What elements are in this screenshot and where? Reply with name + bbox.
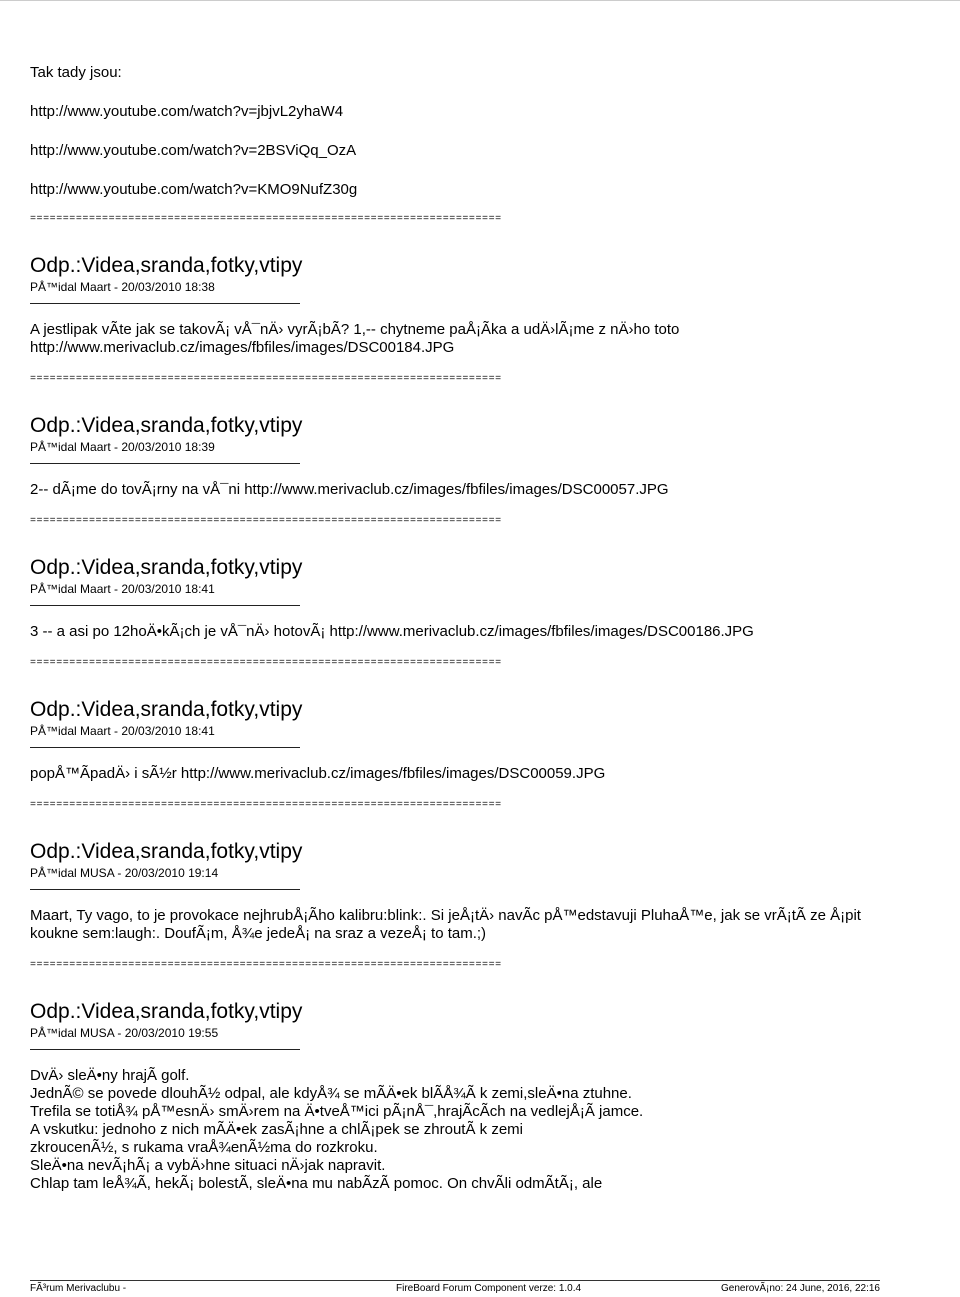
post-title: Odp.:Videa,sranda,fotky,vtipy <box>30 840 303 863</box>
post-body-line: Chlap tam leÅ¾Ã, hekÃ¡ bolestÃ, sleÄ•na mu nabÃzÃ pomoc. On chvÃli odmÃtÃ¡, ale <box>30 1175 603 1192</box>
post-divider <box>30 747 300 748</box>
post-title: Odp.:Videa,sranda,fotky,vtipy <box>30 556 303 579</box>
post-separator: ======================================================================== <box>30 214 502 225</box>
post-body-line: A jestlipak vÃte jak se takovÃ¡ vÅ¯nÄ› vyrÃ¡bÃ? 1,-- chytneme paÅ¡Ãka a udÄ›lÃ¡me z nÄ›ho toto <box>30 321 680 338</box>
post-body-line: Maart, Ty vago, to je provokace nejhrubÅ¡Ãho kalibru:blink:. Si jeÅ¡tÄ› navÃc pÅ™edstavuji PluhaÅ™e, jak se vrÃ¡tÃ ze Å¡pit <box>30 907 861 924</box>
post-body <box>30 765 960 783</box>
post-divider <box>30 605 300 606</box>
post-body-line: DvÄ› sleÄ•ny hrajÃ golf. <box>30 1067 190 1084</box>
post-body-line: JednÃ© se povede dlouhÃ½ odpal, ale kdyÅ¾ se mÃÄ•ek blÃÅ¾Ã k zemi,sleÄ•na ztuhne. <box>30 1085 632 1102</box>
post-divider <box>30 303 300 304</box>
post-separator: ======================================================================== <box>30 374 502 385</box>
footer-generated-date: GenerovÃ¡no: 24 June, 2016, 22:16 <box>720 1283 880 1294</box>
post-author-date: PÅ™idal Maart - 20/03/2010 18:41 <box>30 724 215 738</box>
forum-post-5 <box>30 840 960 943</box>
post-separator: ======================================================================== <box>30 800 502 811</box>
post-body <box>30 321 960 357</box>
post-author-date: PÅ™idal Maart - 20/03/2010 18:38 <box>30 280 215 294</box>
forum-post-2 <box>30 414 960 499</box>
footer-component-version: FireBoard Forum Component verze: 1.0.4 <box>396 1283 582 1294</box>
post-body-line: 2-- dÃ¡me do tovÃ¡rny na vÅ¯ni http://www.merivaclub.cz/images/fbfiles/images/DSC00057.JPG <box>30 481 669 498</box>
forum-post-1 <box>30 254 960 357</box>
post-body <box>30 907 960 943</box>
post-author-date: PÅ™idal Maart - 20/03/2010 18:41 <box>30 582 215 596</box>
post-author-date: PÅ™idal MUSA - 20/03/2010 19:14 <box>30 866 219 880</box>
post-title: Odp.:Videa,sranda,fotky,vtipy <box>30 698 303 721</box>
forum-post-3 <box>30 556 960 641</box>
post-body-line: Trefila se totiÅ¾ pÅ™esnÄ› smÄ›rem na Ä•tveÅ™ici pÃ¡nÅ¯,hrajÃcÃch na vedlejÅ¡Ã jamce. <box>30 1103 644 1120</box>
post-title: Odp.:Videa,sranda,fotky,vtipy <box>30 1000 303 1023</box>
post-body <box>30 623 960 641</box>
post-body-line: zkroucenÃ½, s rukama vraÅ¾enÃ½ma do rozkroku. <box>30 1139 378 1156</box>
page-footer <box>30 1280 880 1297</box>
forum-export-page <box>30 64 960 1193</box>
post-body-line: SleÄ•na nevÃ¡hÃ¡ a vybÄ›hne situaci nÄ›jak napravit. <box>30 1157 386 1174</box>
post-divider <box>30 1049 300 1050</box>
post-body <box>30 1067 960 1193</box>
post-separator: ======================================================================== <box>30 658 502 669</box>
post-author-date: PÅ™idal MUSA - 20/03/2010 19:55 <box>30 1026 219 1040</box>
post-title: Odp.:Videa,sranda,fotky,vtipy <box>30 414 303 437</box>
footer-forum-name: FÃ³rum Merivaclubu - <box>30 1283 127 1294</box>
post-separator: ======================================================================== <box>30 960 502 971</box>
post-title: Odp.:Videa,sranda,fotky,vtipy <box>30 254 303 277</box>
post-body-link[interactable]: http://www.merivaclub.cz/images/fbfiles/images/DSC00184.JPG <box>30 339 455 356</box>
post-divider <box>30 463 300 464</box>
post-body-line: koukne sem:laugh:. DoufÃ¡m, Å¾e jedeÅ¡ na sraz a vezeÅ¡ to tam.;) <box>30 925 487 942</box>
post-divider <box>30 889 300 890</box>
post-author-date: PÅ™idal Maart - 20/03/2010 18:39 <box>30 440 215 454</box>
forum-post-6 <box>30 1000 960 1193</box>
youtube-link-2[interactable]: http://www.youtube.com/watch?v=2BSViQq_OzA <box>30 142 357 159</box>
intro-heading: Tak tady jsou: <box>30 64 122 81</box>
forum-post-4 <box>30 698 960 783</box>
post-body-line: 3 -- a asi po 12hoÄ•kÃ¡ch je vÅ¯nÄ› hotovÃ¡ http://www.merivaclub.cz/images/fbfiles/images/DSC00186.JPG <box>30 623 754 640</box>
post-body <box>30 481 960 499</box>
youtube-link-1[interactable]: http://www.youtube.com/watch?v=jbjvL2yhaW4 <box>30 103 344 120</box>
post-body-line: A vskutku: jednoho z nich mÃÄ•ek zasÃ¡hne a chlÃ¡pek se zhroutÃ k zemi <box>30 1121 523 1138</box>
post-body-line: popÅ™ÃpadÄ› i sÃ½r http://www.merivaclub.cz/images/fbfiles/images/DSC00059.JPG <box>30 765 606 782</box>
post-separator: ======================================================================== <box>30 516 502 527</box>
youtube-link-3[interactable]: http://www.youtube.com/watch?v=KMO9NufZ30g <box>30 181 358 198</box>
page-top-border <box>0 0 960 1</box>
